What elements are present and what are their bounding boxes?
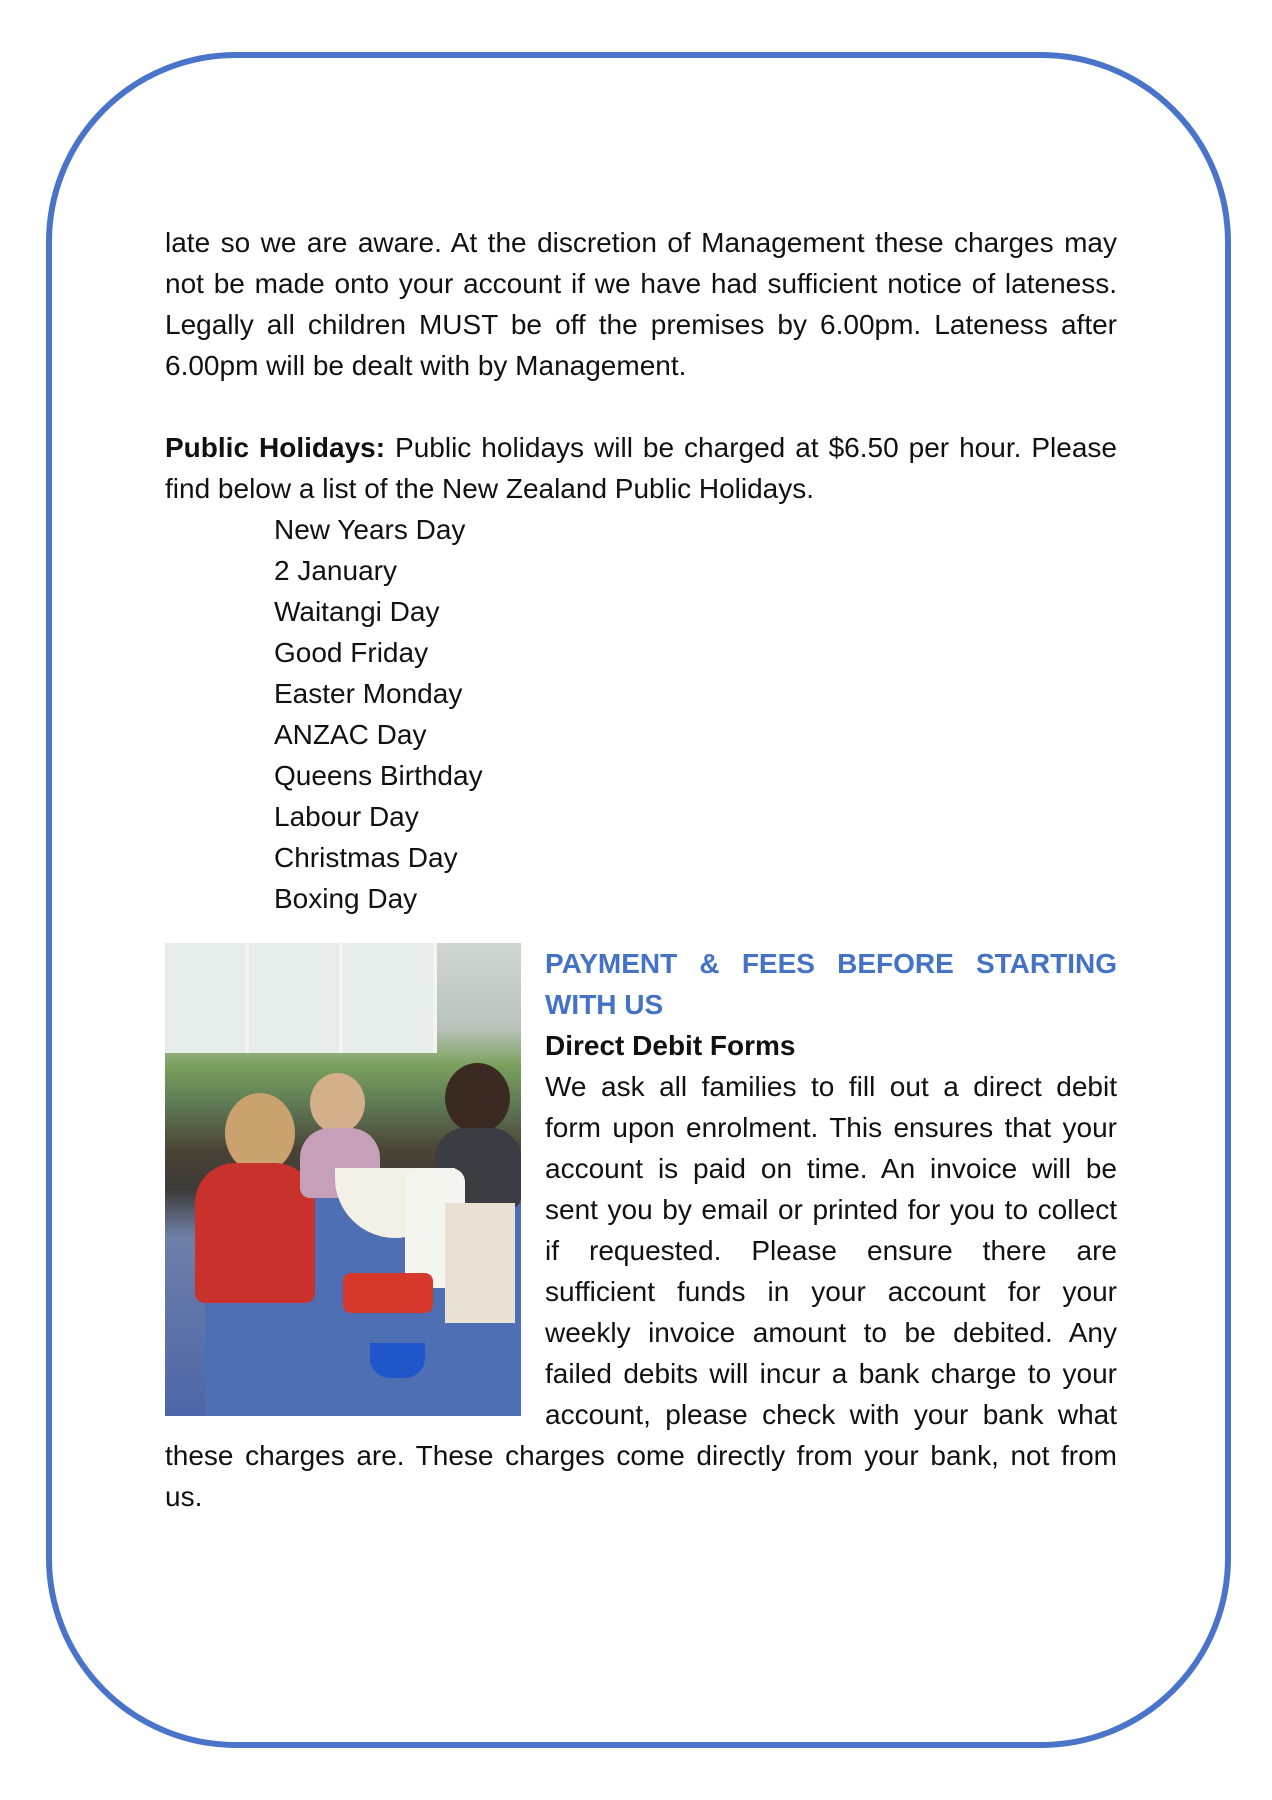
list-item: Labour Day [274, 801, 419, 832]
payment-section [165, 943, 1117, 1517]
window-pane [343, 943, 437, 1053]
document-body [165, 222, 1117, 1517]
child-head [445, 1063, 510, 1133]
window-pane [249, 943, 343, 1053]
public-holidays-label: Public Holidays: [165, 432, 386, 463]
children-baking-photo [165, 943, 521, 1416]
payment-heading: PAYMENT & FEES BEFORE STARTING WITH US [545, 948, 1117, 1020]
spacer [165, 386, 1117, 427]
list-item: Queens Birthday [274, 760, 483, 791]
holiday-list [165, 509, 1117, 919]
child-head [310, 1073, 365, 1133]
public-holidays-paragraph [165, 427, 1117, 509]
list-item: Boxing Day [274, 883, 418, 914]
list-item: ANZAC Day [274, 719, 427, 750]
direct-debit-heading: Direct Debit Forms [545, 1030, 796, 1061]
list-item: New Years Day [274, 514, 466, 545]
measuring-cup [370, 1343, 425, 1378]
list-item: Waitangi Day [274, 596, 440, 627]
list-item: Easter Monday [274, 678, 463, 709]
list-item: Christmas Day [274, 842, 458, 873]
direct-debit-paragraph: We ask all families to fill out a direct debit form upon enrolment. This ensures that your account is paid on time. An invoice will be sent you by email or printed for you to collect if requested. Please ensure there are sufficient funds in your account for your weekly invoice amount to be debited. Any failed debits will incur a bank charge to your account, please check with your bank what these charges are. These charges come directly from your bank, not from us. [165, 1071, 1117, 1512]
list-item: 2 January [274, 555, 397, 586]
public-holidays-text: Public holidays will be charged at $6.50 per hour. Please find below a list of the New Zealand Public Holidays. [165, 432, 1117, 504]
child-body [195, 1163, 315, 1303]
child-head [225, 1093, 295, 1173]
lateness-paragraph: late so we are aware. At the discretion of Management these charges may not be made onto your account if we have had sufficient notice of lateness. Legally all children MUST be off the premises by 6.00pm. Lateness after 6.00pm will be dealt with by Management. [165, 227, 1117, 381]
red-container [343, 1273, 433, 1313]
flour-bag [445, 1203, 515, 1323]
list-item: Good Friday [274, 637, 429, 668]
window-pane [165, 943, 249, 1053]
